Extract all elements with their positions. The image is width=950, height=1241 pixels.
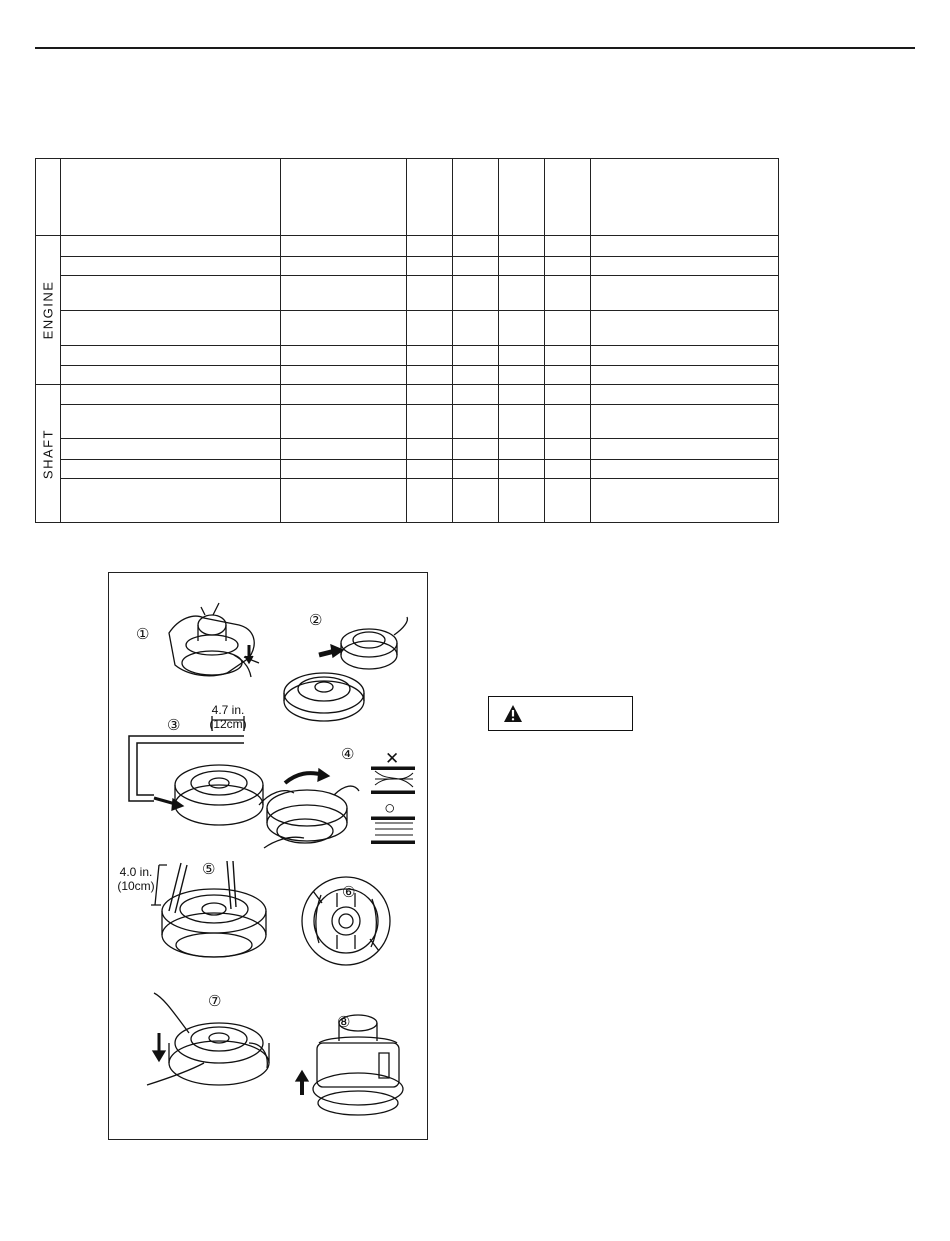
dimension-b-metric: (10cm) <box>117 879 155 893</box>
table-row <box>36 439 779 460</box>
table-cell <box>36 159 61 236</box>
step-marker-8: ⑧ <box>337 1014 351 1031</box>
table-cell <box>407 159 453 236</box>
table-row <box>36 385 779 405</box>
table-row <box>36 460 779 479</box>
line-replacement-figure <box>108 572 428 1140</box>
warning-triangle-icon <box>503 704 523 723</box>
trimmer-head-illustrations <box>109 573 429 1141</box>
table-cell <box>499 159 545 236</box>
table-row <box>36 479 779 523</box>
step-marker-2: ② <box>309 612 323 629</box>
step-marker-1: ① <box>136 626 150 643</box>
table-header-row <box>36 159 779 236</box>
step-marker-7: ⑦ <box>208 993 222 1010</box>
table-cell <box>281 159 407 236</box>
wrong-mark-icon: ✕ <box>385 749 400 768</box>
correct-mark-icon: ○ <box>384 798 396 819</box>
table-row <box>36 366 779 385</box>
top-rule <box>35 47 915 49</box>
step3-illustration <box>129 716 263 825</box>
table-row <box>36 257 779 276</box>
dimension-label-b <box>113 865 159 893</box>
table-row <box>36 311 779 346</box>
table-cell <box>453 159 499 236</box>
table-row <box>36 346 779 366</box>
step2-illustration <box>284 617 407 721</box>
group-label-shaft: SHAFT <box>40 428 56 479</box>
dimension-b-imperial: 4.0 in. <box>119 865 153 879</box>
dimension-a-metric: (12cm) <box>209 717 247 731</box>
table-cell <box>61 159 281 236</box>
table-cell <box>591 159 779 236</box>
step-marker-6: ⑥ <box>342 884 356 901</box>
maintenance-table <box>35 158 779 523</box>
table-row <box>36 276 779 311</box>
step-marker-5: ⑤ <box>202 861 216 878</box>
step-marker-3: ③ <box>167 717 181 734</box>
step1-illustration <box>169 603 259 677</box>
group-cell-engine <box>36 236 61 385</box>
table-row <box>36 405 779 439</box>
group-label-engine: ENGINE <box>40 280 56 340</box>
table-row <box>36 236 779 257</box>
step-marker-4: ④ <box>341 746 355 763</box>
group-cell-shaft <box>36 385 61 523</box>
table-cell <box>545 159 591 236</box>
warning-label <box>488 696 633 731</box>
dimension-label-a <box>205 703 251 731</box>
dimension-a-imperial: 4.7 in. <box>211 703 245 717</box>
